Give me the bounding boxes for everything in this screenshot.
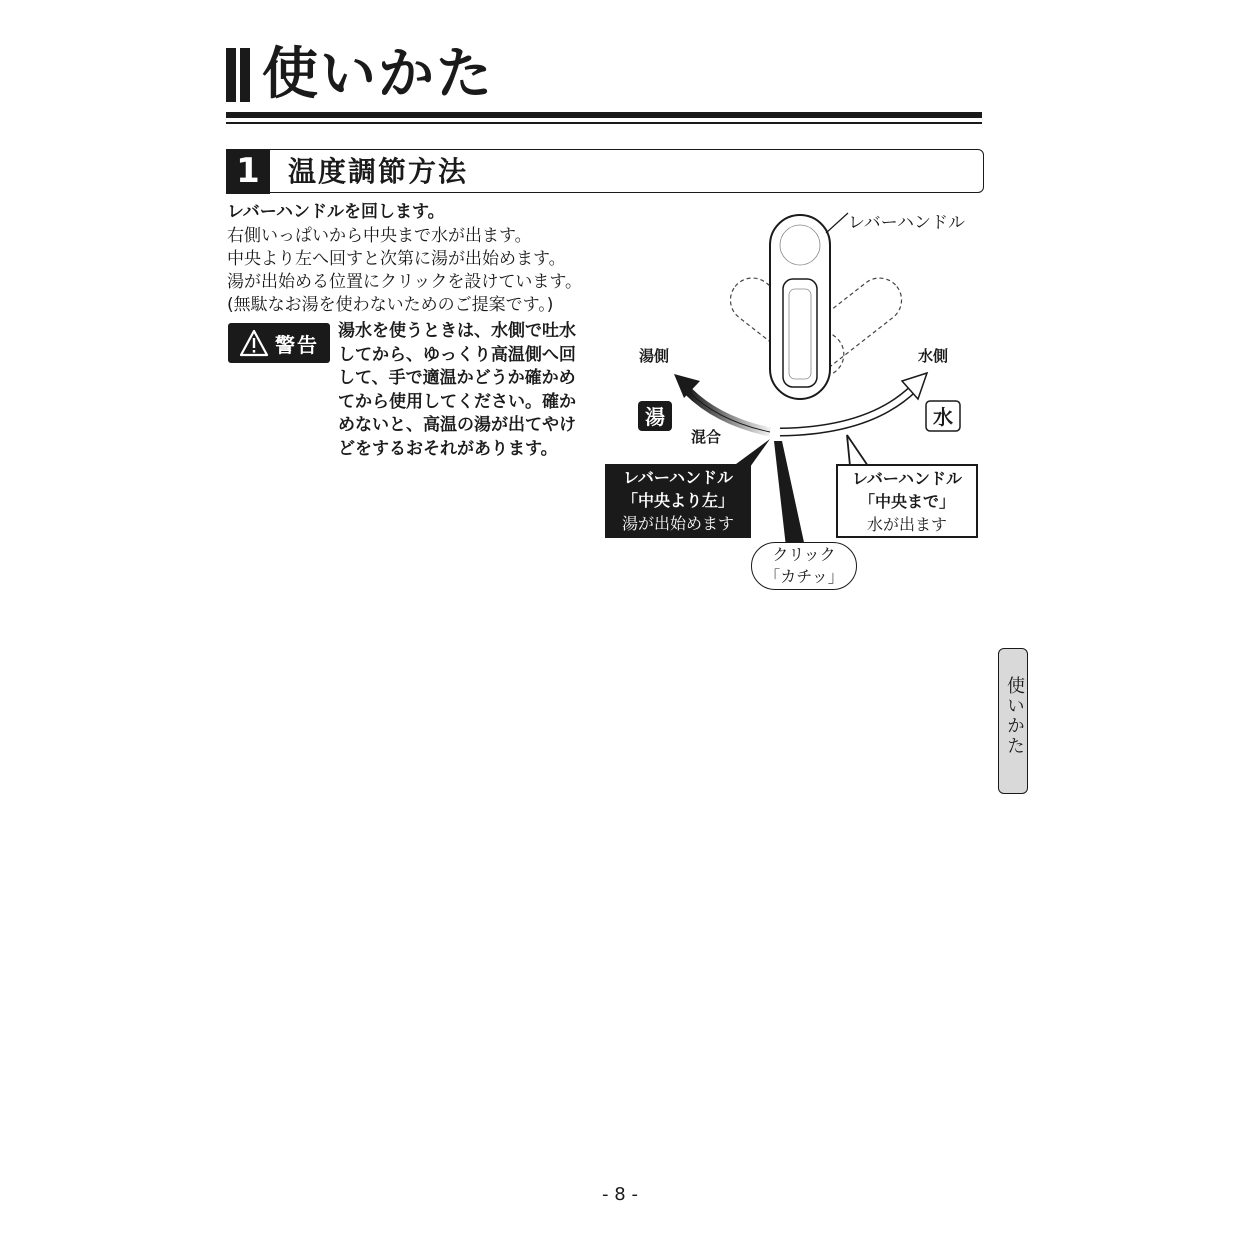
warning-badge — [228, 323, 330, 363]
hot-side-label: 湯側 — [639, 347, 670, 365]
warning-line: どをするおそれがあります。 — [338, 438, 558, 459]
callout-line: 「中央まで」 — [858, 492, 955, 511]
body-line: 湯が出始める位置にクリックを設けています。 — [227, 272, 582, 292]
click-bubble — [751, 542, 857, 590]
hot-badge: 湯 — [645, 405, 665, 429]
lever-leader-line — [826, 213, 848, 233]
title-bar-mark — [240, 48, 250, 102]
click-line: 「カチッ」 — [764, 567, 844, 586]
title-rule-thin — [226, 122, 982, 124]
body-line: (無駄なお湯を使わないためのご提案です。) — [227, 295, 554, 315]
cold-side-label: 水側 — [918, 347, 949, 365]
mix-label: 混合 — [691, 428, 722, 446]
body-line: 中央より左へ回すと次第に湯が出始めます。 — [227, 249, 566, 269]
warning-line: してから、ゆっくり高温側へ回 — [338, 344, 576, 365]
page-title: 使いかた — [262, 42, 494, 107]
callout-hot-start — [605, 464, 751, 538]
warning-triangle-icon — [239, 329, 269, 357]
side-tab-label: 使いかた — [1004, 676, 1025, 756]
warning-line: めないと、高温の湯が出てやけ — [338, 415, 576, 435]
warning-text — [338, 320, 608, 461]
right-callout-tail — [847, 435, 868, 466]
warning-line: して、手で適温かどうか確かめ — [338, 368, 576, 388]
lever-handle — [770, 215, 830, 399]
title-bar-mark — [226, 48, 236, 102]
cold-badge: 水 — [933, 405, 953, 429]
warning-line: 湯水を使うときは、水側で吐水 — [338, 321, 576, 341]
callout-line: レバーハンドル — [622, 468, 734, 487]
callout-cold — [836, 464, 978, 538]
callout-line: レバーハンドル — [851, 469, 963, 488]
callout-line: 湯が出始めます — [621, 514, 734, 533]
warning-label: 警告 — [275, 332, 319, 357]
callout-line: 水が出ます — [866, 515, 947, 534]
title-rule — [226, 112, 982, 118]
warning-line: てから使用してください。確か — [338, 391, 576, 412]
lead-text: レバーハンドルを回します。 — [227, 202, 445, 222]
click-line: クリック — [772, 545, 836, 564]
page-number: - 8 - — [602, 1184, 638, 1205]
lever-label: レバーハンドル — [848, 213, 965, 233]
callout-line: 「中央より左」 — [621, 491, 734, 510]
section-title: 温度調節方法 — [288, 155, 469, 188]
left-callout-tail — [732, 439, 770, 467]
click-pointer — [774, 441, 805, 547]
section-number: 1 — [226, 149, 270, 194]
body-line: 右側いっぱいから中央まで水が出ます。 — [227, 226, 532, 246]
